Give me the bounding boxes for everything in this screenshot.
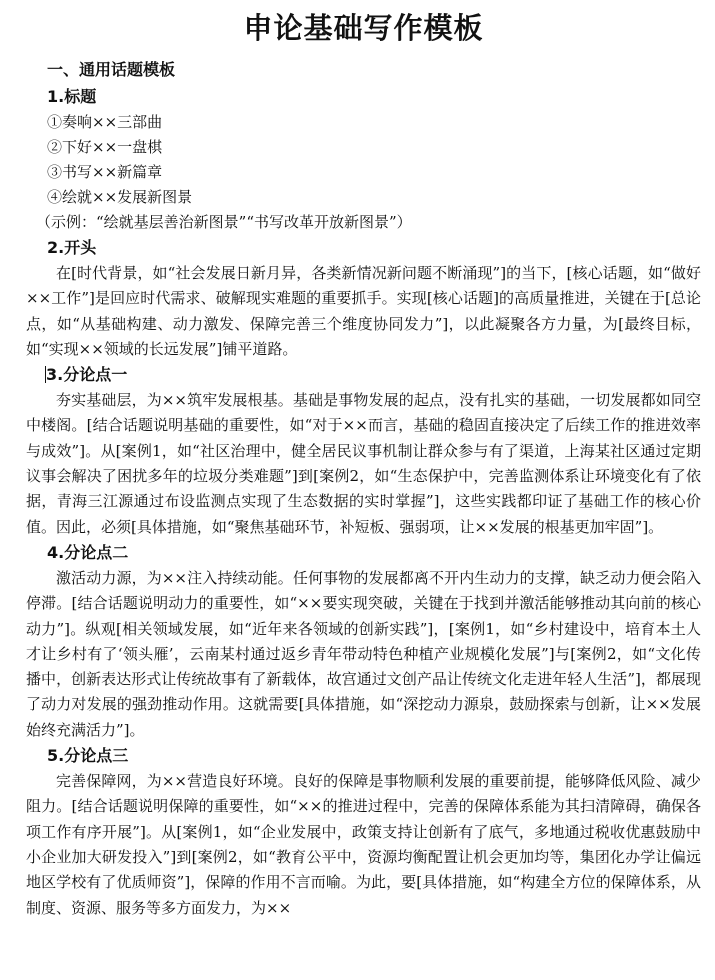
title-option-2: ②下好××一盘棋 xyxy=(47,138,163,156)
title-option-4: ④绘就××发展新图景 xyxy=(47,188,193,206)
title-option-1: ①奏响××三部曲 xyxy=(47,113,163,131)
subheading-point-1-label: 3.分论点一 xyxy=(46,365,128,385)
subheading-point-1 xyxy=(47,362,701,388)
title-option-3: ③书写××新篇章 xyxy=(47,163,163,181)
document-title: 申论基础写作模板 xyxy=(243,11,484,45)
title-example: （示例：“绘就基层善治新图景”“书写改革开放新图景”） xyxy=(36,213,412,231)
point-3-paragraph: 完善保障网，为××营造良好环境。良好的保障是事物顺利发展的重要前提，能够降低风险、减少阻力。[结合话题说明保障的重要性，如“××的推进过程中，完善的保障体系能为其扫清障碍，确保各项工作有序开展”]。从[案例1，如“企业发展中，政策支持让创新有了底气，多地通过税收优惠鼓励中小企业加大研发投入”]到[案例2，如“教育公平中，资源均衡配置让机会更加均等，集团化办学让偏远地区学校有了优质师资”]，保障的作用不言而喻。为此，要[具体措施，如“构建全方位的保障体系，从制度、资源、服务等多方面发力，为×× xyxy=(26,772,701,917)
section-heading-general-template: 一、通用话题模板 xyxy=(47,60,176,79)
subheading-opening: 2.开头 xyxy=(47,238,97,257)
subheading-title: 1.标题 xyxy=(47,87,97,106)
subheading-point-3: 5.分论点三 xyxy=(47,746,129,766)
point-1-paragraph: 夯实基础层，为××筑牢发展根基。基础是事物发展的起点，没有扎实的基础，一切发展都如同空中楼阁。[结合话题说明基础的重要性，如“对于××而言，基础的稳固直接决定了后续工作的推进效率与成效”]。从[案例1，如“社区治理中，健全居民议事机制让群众参与有了渠道，上海某社区通过定期议事会解决了困扰多年的垃圾分类难题”]到[案例2，如“生态保护中，完善监测体系让环境变化有了依据，青海三江源通过布设监测点实现了生态数据的实时掌握”]，这些实践都印证了基础工作的核心价值。因此，必须[具体措施，如“聚焦基础环节，补短板、强弱项，让××发展的根基更加牢固”]。 xyxy=(26,391,701,536)
point-2-paragraph: 激活动力源，为××注入持续动能。任何事物的发展都离不开内生动力的支撑，缺乏动力便会陷入停滞。[结合话题说明动力的重要性，如“××要实现突破，关键在于找到并激活能够推动其向前的核心动力”]。纵观[相关领域发展，如“近年来各领域的创新实践”]，[案例1，如“乡村建设中，培育本土人才让乡村有了‘领头雁’，云南某村通过返乡青年带动特色种植产业规模化发展”]与[案例2，如“文化传播中，创新表达形式让传统故事有了新载体，故宫通过文创产品让传统文化走进年轻人生活”]，都展现了动力对发展的强劲推动作用。这就需要[具体措施，如“深挖动力源泉，鼓励探索与创新，让××发展始终充满活力”]。 xyxy=(26,568,701,739)
opening-paragraph: 在[时代背景，如“社会发展日新月异，各类新情况新问题不断涌现”]的当下，[核心话题，如“做好××工作”]是回应时代需求、破解现实难题的重要抓手。实现[核心话题]的高质量推进，关键在于[总论点，如“从基础构建、动力激发、保障完善三个维度协同发力”]，以此凝聚各方力量，为[最终目标，如“实现××领域的长远发展”]铺平道路。 xyxy=(26,264,701,358)
subheading-point-2: 4.分论点二 xyxy=(47,542,129,562)
